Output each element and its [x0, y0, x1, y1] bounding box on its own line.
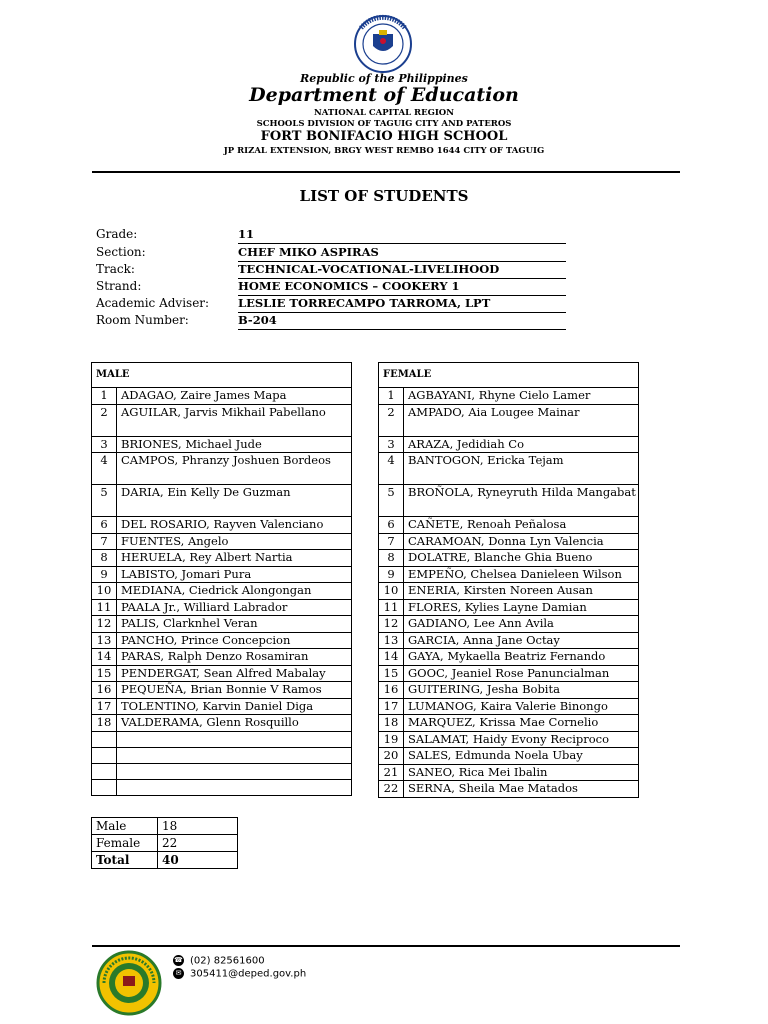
student-name: AGBAYANI, Rhyne Cielo Lamer [404, 388, 639, 405]
student-number: 7 [92, 533, 117, 550]
table-row [379, 550, 639, 567]
info-value: TECHNICAL-VOCATIONAL-LIVELIHOOD [238, 262, 566, 279]
table-row [92, 517, 352, 534]
student-number: 18 [379, 715, 404, 732]
student-name: PENDERGAT, Sean Alfred Mabalay [117, 665, 352, 682]
table-row [92, 453, 352, 485]
table-row [92, 436, 352, 453]
info-row [96, 279, 566, 296]
student-number: 11 [379, 599, 404, 616]
student-name: LABISTO, Jomari Pura [117, 566, 352, 583]
student-number: 12 [379, 616, 404, 633]
table-row [379, 453, 639, 485]
student-name: MARQUEZ, Krissa Mae Cornelio [404, 715, 639, 732]
student-name: MEDIANA, Ciedrick Alongongan [117, 583, 352, 600]
table-row [92, 715, 352, 732]
student-number: 15 [379, 665, 404, 682]
info-value: HOME ECONOMICS – COOKERY 1 [238, 279, 566, 296]
student-name: SALAMAT, Haidy Evony Reciproco [404, 731, 639, 748]
table-row [379, 436, 639, 453]
student-name: CAÑETE, Renoah Peñalosa [404, 517, 639, 534]
student-name: GARCIA, Anna Jane Octay [404, 632, 639, 649]
student-name: ENERIA, Kirsten Noreen Ausan [404, 583, 639, 600]
student-number: 10 [92, 583, 117, 600]
table-row [379, 781, 639, 798]
info-value: 11 [238, 227, 566, 244]
student-number: 18 [92, 715, 117, 732]
student-number: 16 [92, 682, 117, 699]
student-name: DEL ROSARIO, Rayven Valenciano [117, 517, 352, 534]
table-row [92, 731, 352, 747]
student-name: FLORES, Kylies Layne Damian [404, 599, 639, 616]
student-name: PARAS, Ralph Denzo Rosamiran [117, 649, 352, 666]
contact-phone [173, 955, 265, 967]
student-number: 10 [379, 583, 404, 600]
student-name [117, 779, 352, 795]
info-value: LESLIE TORRECAMPO TARROMA, LPT [238, 296, 566, 313]
department-heading: Department of Education [249, 84, 519, 106]
student-number: 4 [92, 453, 117, 485]
student-number: 17 [92, 698, 117, 715]
student-number: 1 [379, 388, 404, 405]
student-name: HERUELA, Rey Albert Nartia [117, 550, 352, 567]
table-row [92, 763, 352, 779]
info-row [96, 262, 566, 279]
table-row [379, 388, 639, 405]
table-row [92, 485, 352, 517]
student-name: DOLATRE, Blanche Ghia Bueno [404, 550, 639, 567]
page-title: LIST OF STUDENTS [299, 187, 469, 205]
info-label: Grade: [96, 227, 138, 241]
student-number: 22 [379, 781, 404, 798]
email-address: 305411@deped.gov.ph [190, 968, 307, 980]
student-number: 6 [92, 517, 117, 534]
student-number: 6 [379, 517, 404, 534]
student-number: 3 [379, 436, 404, 453]
student-number [92, 731, 117, 747]
info-label: Track: [96, 262, 135, 276]
student-number: 3 [92, 436, 117, 453]
table-row [92, 550, 352, 567]
student-number: 21 [379, 764, 404, 781]
table-row [379, 632, 639, 649]
info-label: Room Number: [96, 313, 189, 327]
student-name: EMPEÑO, Chelsea Danieleen Wilson [404, 566, 639, 583]
phone-icon: ☎ [174, 956, 183, 964]
student-number: 1 [92, 388, 117, 405]
table-row [379, 698, 639, 715]
student-number: 13 [92, 632, 117, 649]
summary-row [92, 818, 238, 835]
summary-row [92, 835, 238, 852]
student-name: SANEO, Rica Mei Ibalin [404, 764, 639, 781]
student-number: 17 [379, 698, 404, 715]
contact-email [173, 968, 306, 980]
student-name: LUMANOG, Kaira Valerie Binongo [404, 698, 639, 715]
student-name: ADAGAO, Zaire James Mapa [117, 388, 352, 405]
school-seal-logo [96, 950, 162, 1016]
student-name: CARAMOAN, Donna Lyn Valencia [404, 533, 639, 550]
student-number: 15 [92, 665, 117, 682]
division-heading: SCHOOLS DIVISION OF TAGUIG CITY AND PATEROS [256, 119, 512, 129]
table-row [92, 566, 352, 583]
student-number: 9 [92, 566, 117, 583]
table-row [379, 533, 639, 550]
summary-value: 22 [158, 835, 238, 852]
info-row [96, 313, 566, 330]
phone-number: (02) 82561600 [190, 955, 265, 967]
student-name: FUENTES, Angelo [117, 533, 352, 550]
student-name: BANTOGON, Ericka Tejam [404, 453, 639, 485]
student-name: AGUILAR, Jarvis Mikhail Pabellano [117, 404, 352, 436]
student-number: 7 [379, 533, 404, 550]
table-row [379, 599, 639, 616]
table-row [92, 747, 352, 763]
school-address: JP RIZAL EXTENSION, BRGY WEST REMBO 1644 CITY OF TAGUIG [223, 146, 545, 156]
table-row [379, 731, 639, 748]
student-name: CAMPOS, Phranzy Joshuen Bordeos [117, 453, 352, 485]
summary-value: 18 [158, 818, 238, 835]
table-row [379, 517, 639, 534]
student-number: 12 [92, 616, 117, 633]
table-row [379, 583, 639, 600]
info-row [96, 245, 566, 262]
student-number [92, 763, 117, 779]
student-number: 2 [379, 404, 404, 436]
info-row [96, 296, 566, 313]
summary-label: Male [92, 818, 158, 835]
region-heading: NATIONAL CAPITAL REGION [314, 108, 454, 118]
table-row [379, 616, 639, 633]
table-row [379, 566, 639, 583]
student-name [117, 731, 352, 747]
student-name: TOLENTINO, Karvin Daniel Diga [117, 698, 352, 715]
table-row [92, 665, 352, 682]
student-name [117, 747, 352, 763]
table-row [379, 748, 639, 765]
summary-label: Total [92, 852, 158, 869]
student-name: PEQUEÑA, Brian Bonnie V Ramos [117, 682, 352, 699]
table-row [92, 533, 352, 550]
student-name: ARAZA, Jedidiah Co [404, 436, 639, 453]
table-row [379, 665, 639, 682]
table-row [92, 632, 352, 649]
summary-value: 40 [158, 852, 238, 869]
header-divider [92, 171, 680, 173]
male-student-table [91, 362, 352, 796]
info-row [96, 227, 566, 244]
student-number: 11 [92, 599, 117, 616]
student-number: 16 [379, 682, 404, 699]
table-row [92, 682, 352, 699]
student-name: VALDERAMA, Glenn Rosquillo [117, 715, 352, 732]
summary-label: Female [92, 835, 158, 852]
table-row [379, 715, 639, 732]
student-name: SALES, Edmunda Noela Ubay [404, 748, 639, 765]
info-value: B-204 [238, 313, 566, 330]
student-number: 13 [379, 632, 404, 649]
table-row [379, 649, 639, 666]
male-table-header: MALE [92, 363, 352, 388]
table-row [379, 682, 639, 699]
student-name: PANCHO, Prince Concepcion [117, 632, 352, 649]
table-row [92, 583, 352, 600]
student-name: BROÑOLA, Ryneyruth Hilda Mangabat [404, 485, 639, 517]
student-name: PAALA Jr., Williard Labrador [117, 599, 352, 616]
table-row [92, 388, 352, 405]
table-row [92, 649, 352, 666]
table-row [92, 599, 352, 616]
student-number: 8 [379, 550, 404, 567]
student-number: 14 [379, 649, 404, 666]
student-name: SERNA, Sheila Mae Matados [404, 781, 639, 798]
student-number: 20 [379, 748, 404, 765]
info-label: Strand: [96, 279, 142, 293]
female-student-table [378, 362, 639, 798]
deped-seal-logo [346, 14, 420, 74]
student-name: DARIA, Ein Kelly De Guzman [117, 485, 352, 517]
summary-row [92, 852, 238, 869]
student-name: PALIS, Clarknhel Veran [117, 616, 352, 633]
student-name: GOOC, Jeaniel Rose Panuncialman [404, 665, 639, 682]
student-name: GAYA, Mykaella Beatriz Fernando [404, 649, 639, 666]
student-number: 14 [92, 649, 117, 666]
table-row [379, 764, 639, 781]
student-number: 5 [92, 485, 117, 517]
student-name: AMPADO, Aia Lougee Mainar [404, 404, 639, 436]
student-number [92, 779, 117, 795]
school-name: FORT BONIFACIO HIGH SCHOOL [260, 129, 508, 144]
female-table-header: FEMALE [379, 363, 639, 388]
table-row [92, 779, 352, 795]
student-number: 9 [379, 566, 404, 583]
table-row [379, 485, 639, 517]
table-row [92, 616, 352, 633]
gender-summary-table [91, 817, 238, 869]
info-value: CHEF MIKO ASPIRAS [238, 245, 566, 262]
footer-divider [92, 945, 680, 947]
info-label: Section: [96, 245, 146, 259]
info-label: Academic Adviser: [96, 296, 210, 310]
republic-heading: Republic of the Philippines [300, 72, 468, 85]
student-name [117, 763, 352, 779]
student-number: 8 [92, 550, 117, 567]
student-number: 2 [92, 404, 117, 436]
table-row [92, 404, 352, 436]
student-name: GADIANO, Lee Ann Avila [404, 616, 639, 633]
student-number: 4 [379, 453, 404, 485]
table-row [92, 698, 352, 715]
table-row [379, 404, 639, 436]
student-name: BRIONES, Michael Jude [117, 436, 352, 453]
student-number: 5 [379, 485, 404, 517]
student-number [92, 747, 117, 763]
student-number: 19 [379, 731, 404, 748]
email-icon: ✉ [173, 968, 184, 979]
student-name: GUITERING, Jesha Bobita [404, 682, 639, 699]
